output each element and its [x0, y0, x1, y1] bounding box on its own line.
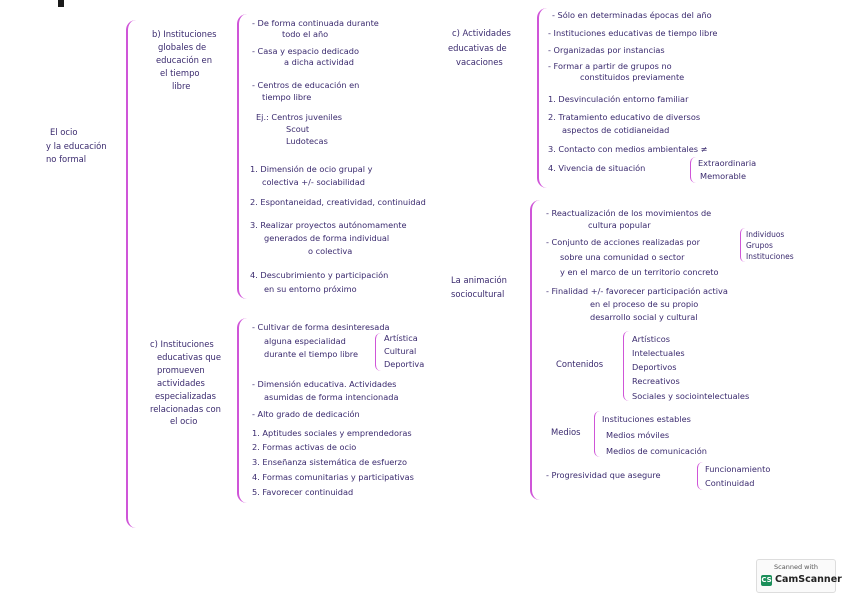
camscanner-watermark: [756, 559, 842, 593]
item-line: 2. Formas activas de ocio: [252, 442, 357, 452]
item-line: - Instituciones educativas de tiempo libre: [548, 28, 718, 38]
sub-line: Memorable: [700, 171, 746, 181]
sub-line: Grupos: [746, 241, 773, 250]
title-line: actividades: [157, 378, 205, 388]
sub-line: Instituciones: [746, 252, 794, 261]
item-line: asumidas de forma intencionada: [264, 392, 399, 402]
item-line: 4. Vivencia de situación: [548, 163, 646, 173]
contenido-item: Sociales y sociointelectuales: [632, 391, 750, 401]
acciones-sub-brace: [740, 228, 745, 262]
title-line: educativas que: [157, 352, 222, 362]
medios-brace: [594, 411, 600, 457]
title-line: sociocultural: [451, 289, 505, 299]
camscanner-logo-icon: CS: [761, 576, 772, 584]
margin-line: El ocio: [50, 127, 78, 137]
title-line: globales de: [158, 42, 207, 52]
item-line: - Centros de educación en: [252, 80, 360, 90]
item-line: a dicha actividad: [284, 57, 354, 67]
title-line: promueven: [157, 365, 205, 375]
page-edge-mark: [58, 0, 64, 7]
item-line: en su entorno próximo: [264, 284, 357, 294]
sub-line: Extraordinaria: [698, 158, 757, 168]
item-line: 5. Favorecer continuidad: [252, 487, 354, 497]
main-brace: [126, 20, 136, 528]
item-line: 2. Espontaneidad, creatividad, continuidad: [250, 197, 426, 207]
item-line: aspectos de cotidianeidad: [562, 125, 670, 135]
medios-label: Medios: [551, 427, 581, 437]
item-line: - Conjunto de acciones realizadas por: [546, 237, 700, 247]
item-line: 4. Descubrimiento y participación: [250, 270, 389, 280]
item-line: colectiva +/- sociabilidad: [262, 177, 365, 187]
section-b-brace: [237, 14, 247, 299]
item-line: generados de forma individual: [264, 233, 390, 243]
item-line: sobre una comunidad o sector: [560, 252, 685, 262]
medio-item: Medios móviles: [606, 430, 670, 440]
item-line: Ludotecas: [286, 136, 328, 146]
title-line: relacionadas con: [150, 404, 221, 414]
sub-line: Deportiva: [384, 359, 425, 369]
progresividad-sub: Continuidad: [705, 478, 755, 488]
progresividad-sub: Funcionamiento: [705, 464, 771, 474]
title-line: b) Instituciones: [152, 29, 217, 39]
item-line: - Cultivar de forma desinteresada: [252, 322, 390, 332]
item-line: 2. Tratamiento educativo de diversos: [548, 112, 701, 122]
progresividad-item: - Progresividad que asegure: [546, 470, 661, 480]
c-right-sub-brace: [690, 157, 696, 183]
item-line: o colectiva: [308, 246, 353, 256]
item-line: 1. Dimensión de ocio grupal y: [250, 164, 373, 174]
contenidos-brace: [623, 331, 629, 401]
scanned-with-text: Scanned with: [774, 563, 818, 571]
section-c-left-brace: [237, 318, 247, 503]
c-left-sub-brace: [375, 333, 381, 371]
item-line: 3. Contacto con medios ambientales ≠: [548, 144, 708, 154]
title-line: c) Actividades: [452, 28, 511, 38]
sub-line: Individuos: [746, 230, 785, 239]
sub-line: Cultural: [384, 346, 417, 356]
medio-item: Medios de comunicación: [606, 446, 707, 456]
item-line: - Finalidad +/- favorecer participación activa: [546, 286, 728, 296]
item-line: - Dimensión educativa. Actividades: [252, 379, 397, 389]
item-line: - De forma continuada durante: [252, 18, 379, 28]
section-animacion-brace: [530, 200, 540, 500]
contenido-item: Deportivos: [632, 362, 677, 372]
medio-item: Instituciones estables: [602, 414, 691, 424]
title-line: c) Instituciones: [150, 339, 214, 349]
item-line: durante el tiempo libre: [264, 349, 359, 359]
title-line: vacaciones: [456, 57, 503, 67]
section-c-right-brace: [537, 8, 547, 188]
item-line: y en el marco de un territorio concreto: [560, 267, 719, 277]
item-line: - Casa y espacio dedicado: [252, 46, 359, 56]
item-line: 1. Aptitudes sociales y emprendedoras: [252, 428, 412, 438]
contenidos-label: Contenidos: [556, 359, 604, 369]
item-line: 3. Realizar proyectos autónomamente: [250, 220, 407, 230]
item-line: 3. Enseñanza sistemática de esfuerzo: [252, 457, 407, 467]
sub-line: Artística: [384, 333, 418, 343]
contenido-item: Recreativos: [632, 376, 680, 386]
item-line: 1. Desvinculación entorno familiar: [548, 94, 689, 104]
item-line: desarrollo social y cultural: [590, 312, 698, 322]
camscanner-brand: CamScanner: [775, 574, 842, 585]
item-line: Scout: [286, 124, 310, 134]
title-line: La animación: [451, 275, 507, 285]
item-line: en el proceso de su propio: [590, 299, 699, 309]
contenido-item: Intelectuales: [632, 348, 685, 358]
title-line: educación en: [156, 55, 212, 65]
title-line: el tiempo: [160, 68, 200, 78]
title-line: el ocio: [170, 416, 198, 426]
item-line: - Reactualización de los movimientos de: [546, 208, 712, 218]
item-line: - Formar a partir de grupos no: [548, 61, 672, 71]
item-line: - Organizadas por instancias: [548, 45, 665, 55]
title-line: especializadas: [155, 391, 217, 401]
margin-line: y la educación: [46, 141, 107, 151]
item-line: constituidos previamente: [580, 72, 685, 82]
item-line: Ej.: Centros juveniles: [256, 112, 343, 122]
item-line: alguna especialidad: [264, 336, 346, 346]
margin-line: no formal: [46, 154, 87, 164]
title-line: educativas de: [448, 43, 507, 53]
item-line: todo el año: [282, 29, 329, 39]
contenido-item: Artísticos: [632, 334, 670, 344]
item-line: tiempo libre: [262, 92, 312, 102]
item-line: 4. Formas comunitarias y participativas: [252, 472, 414, 482]
item-line: cultura popular: [588, 220, 651, 230]
item-line: - Alto grado de dedicación: [252, 409, 360, 419]
progresividad-brace: [697, 462, 703, 490]
item-line: - Sólo en determinadas épocas del año: [552, 10, 712, 20]
title-line: libre: [172, 81, 191, 91]
